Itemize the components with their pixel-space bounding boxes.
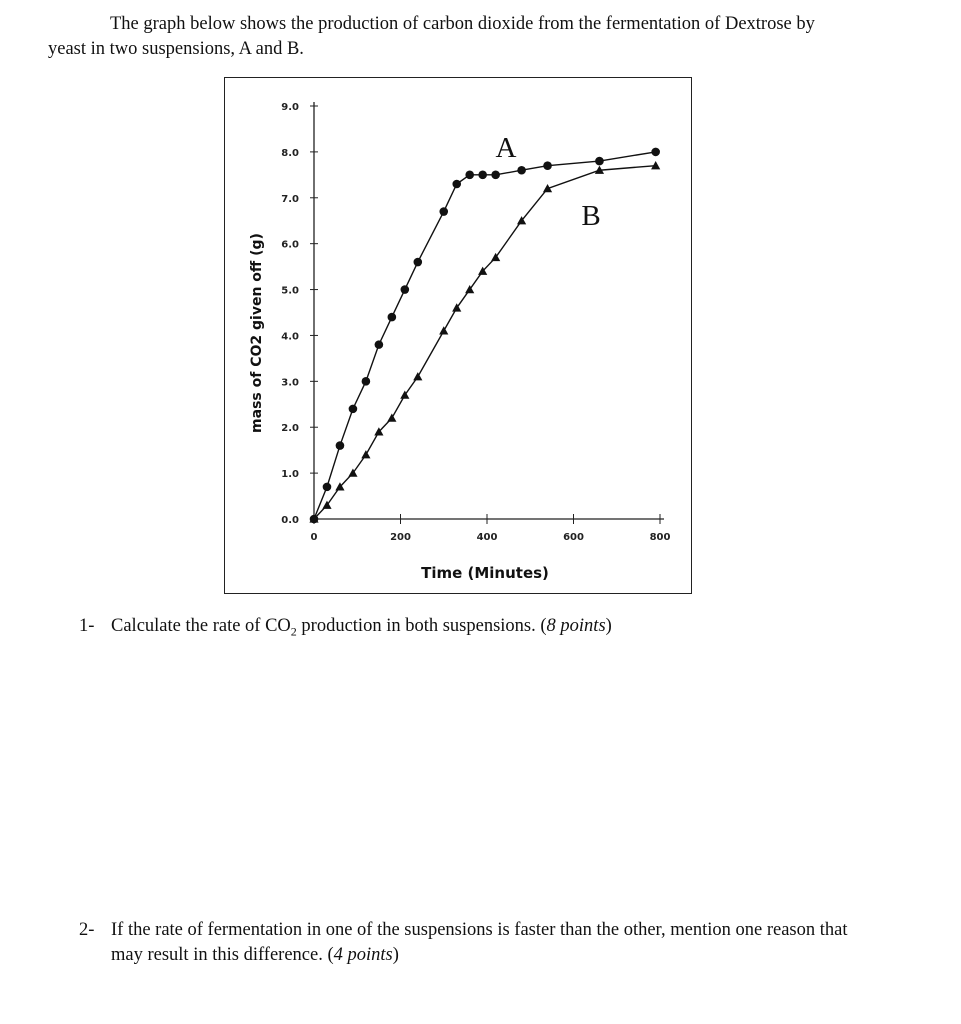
question-1-text-post: production in both suspensions. ( (296, 616, 547, 636)
series-b-point (413, 372, 422, 380)
question-2-line-1: If the rate of fermentation in one of the suspensions is faster than the other, mention one reason that (111, 920, 848, 940)
series-a-point (323, 483, 332, 492)
question-1-close: ) (605, 616, 612, 636)
series-b-point (361, 450, 370, 458)
co2-chart (225, 78, 693, 595)
x-tick-label: 800 (649, 532, 671, 543)
x-axis-title: Time (Minutes) (421, 564, 549, 582)
question-1-text (111, 614, 901, 645)
question-1-points: 8 points (546, 616, 606, 636)
y-tick-label: 3.0 (281, 377, 299, 389)
y-tick-label: 7.0 (281, 193, 299, 205)
question-1-text-pre: Calculate the rate of CO (111, 616, 291, 636)
intro-paragraph (48, 12, 918, 62)
question-2-text (111, 918, 901, 968)
series-a-point (478, 171, 487, 180)
x-tick-label: 200 (390, 532, 411, 543)
series-a-point (595, 157, 604, 166)
question-2-points: 4 points (333, 945, 393, 965)
y-tick-label: 4.0 (281, 331, 299, 343)
series-a-point (465, 171, 474, 180)
series-a-point (439, 207, 448, 216)
series-a-point (452, 180, 461, 189)
series-a-point (362, 377, 371, 386)
series-a-point (517, 166, 526, 175)
intro-line-1: The graph below shows the production of carbon dioxide from the fermentation of Dextrose by (110, 14, 815, 34)
y-tick-label: 0.0 (281, 515, 299, 526)
series-b-point (439, 326, 448, 334)
question-2-close: ) (392, 945, 399, 965)
series-a-point (401, 285, 410, 294)
series-a-label: A (495, 132, 517, 164)
x-tick-label: 400 (476, 532, 498, 543)
y-axis-title: mass of CO2 given off (g) (249, 233, 265, 433)
series-b-point (651, 161, 660, 169)
y-tick-label: 2.0 (281, 423, 299, 435)
series-a-point (388, 313, 397, 322)
y-tick-label: 1.0 (281, 469, 299, 481)
series-a-point (349, 405, 358, 414)
question-1-subscript: 2 (290, 624, 297, 639)
x-tick-label: 600 (563, 532, 584, 543)
series-a-line (314, 152, 656, 519)
series-a-point (491, 171, 500, 180)
y-tick-label: 8.0 (281, 147, 299, 159)
y-tick-label: 9.0 (281, 102, 299, 113)
chart-frame (224, 77, 692, 594)
question-1-number: 1- (79, 616, 95, 636)
x-tick-label: 0 (310, 532, 318, 543)
series-b-label: B (581, 200, 601, 232)
series-b-point (387, 413, 396, 421)
y-tick-label: 6.0 (281, 239, 299, 251)
question-2-line-2: may result in this difference. ( (111, 945, 334, 965)
series-a-point (543, 161, 552, 170)
intro-line-2: yeast in two suspensions, A and B. (48, 39, 304, 59)
series-a-point (414, 258, 423, 267)
y-tick-label: 5.0 (281, 285, 299, 297)
series-b-line (314, 166, 656, 519)
question-2-number: 2- (79, 920, 95, 940)
series-a-point (336, 441, 345, 450)
series-a-point (651, 148, 660, 157)
series-a-point (375, 340, 384, 349)
